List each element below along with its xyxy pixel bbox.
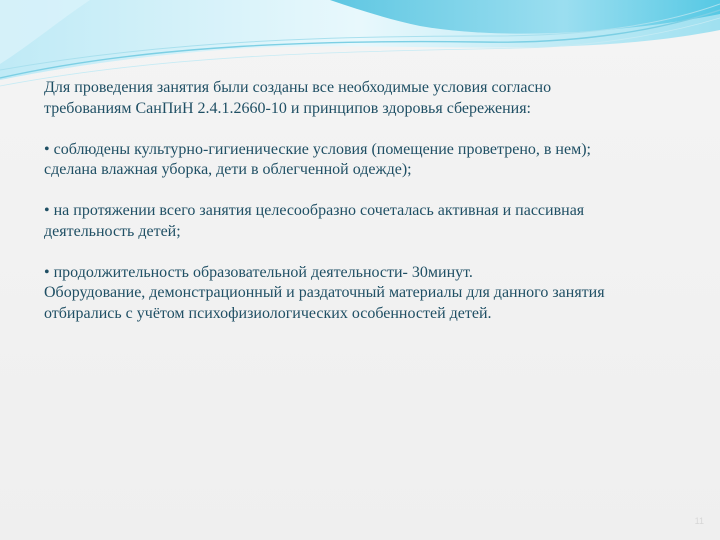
slide-body-text [44, 78, 684, 324]
text-line-1: Для проведения занятия были созданы все необходимые условия согласно [44, 79, 552, 96]
bullet-2-line-1: • на протяжении всего занятия целесообразно сочеталась активная и пассивная [44, 202, 585, 219]
equipment-line-2: отбирались с учётом психофизиологических особенностей детей. [44, 304, 492, 322]
slide-page-number: 11 [694, 516, 704, 526]
blank-line [44, 119, 684, 140]
blank-line [44, 181, 684, 202]
equipment-line-1: Оборудование, демонстрационный и раздаточный материалы для данного занятия [44, 284, 605, 301]
bullet-1-line-1: • соблюдены культурно-гигиенические условия (помещение проветрено, в нем); [44, 140, 591, 158]
bullet-3-line-1: • продолжительность образовательной деятельности- 30минут. [44, 263, 473, 281]
bullet-1-line-2: сделана влажная уборка, дети в облегченной одежде); [44, 161, 412, 178]
text-line-2: требованиям СанПиН 2.4.1.2660-10 и принципов здоровья сбережения: [44, 99, 531, 117]
bullet-2-line-2: деятельность детей; [44, 222, 181, 240]
blank-line [44, 242, 684, 263]
